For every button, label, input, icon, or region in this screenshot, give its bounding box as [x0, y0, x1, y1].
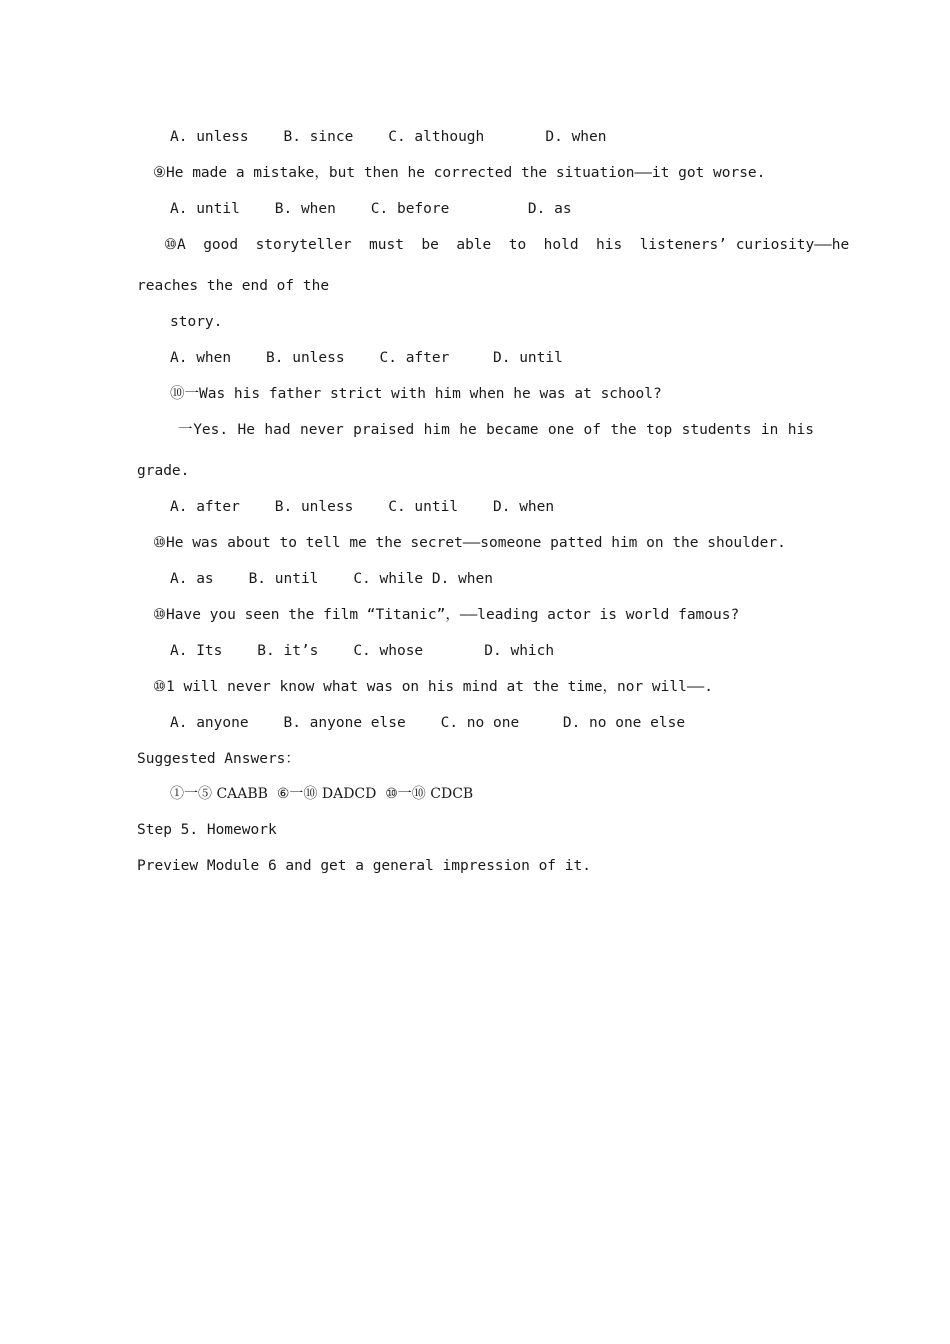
- answers-key: ①一⑤ CAABB ⑥一⑩ DADCD ⑩一⑩ CDCB: [170, 786, 474, 802]
- q13-options: A. Its B. it’s C. whose D. which: [170, 643, 555, 659]
- q14-options: A. anyone B. anyone else C. no one D. no one else: [170, 715, 686, 731]
- q11-answer: 一Yes. He had never praised him he became one of the top students in his: [178, 422, 814, 438]
- q11-answer-cont: grade.: [137, 463, 190, 479]
- q10-options: A. when B. unless C. after D. until: [170, 350, 563, 366]
- q10-question-end: story.: [170, 314, 223, 330]
- q9-question: ⑨He made a mistake，but then he corrected the situation——it got worse.: [153, 165, 766, 181]
- q11-question: ⑩一Was his father strict with him when he was at school?: [170, 386, 662, 402]
- q11-options: A. after B. unless C. until D. when: [170, 499, 555, 515]
- q14-question: ⑩1 will never know what was on his mind at the time，nor will——.: [153, 679, 714, 695]
- q9-options: A. until B. when C. before D. as: [170, 201, 572, 217]
- q12-options: A. as B. until C. while D. when: [170, 571, 494, 587]
- q13-question: ⑩Have you seen the film “Titanic”，——leading actor is world famous?: [153, 607, 740, 623]
- q12-question: ⑩He was about to tell me the secret——someone patted him on the shoulder.: [153, 535, 786, 551]
- homework-text: Preview Module 6 and get a general impression of it.: [137, 858, 591, 874]
- step5-heading: Step 5. Homework: [137, 822, 277, 838]
- q8-options: A. unless B. since C. although D. when: [170, 129, 607, 145]
- q10-question: ⑩A good storyteller must be able to hold his listeners’ curiosity——he: [164, 237, 850, 253]
- answers-heading: Suggested Answers：: [137, 751, 300, 767]
- q10-question-cont: reaches the end of the: [137, 278, 330, 294]
